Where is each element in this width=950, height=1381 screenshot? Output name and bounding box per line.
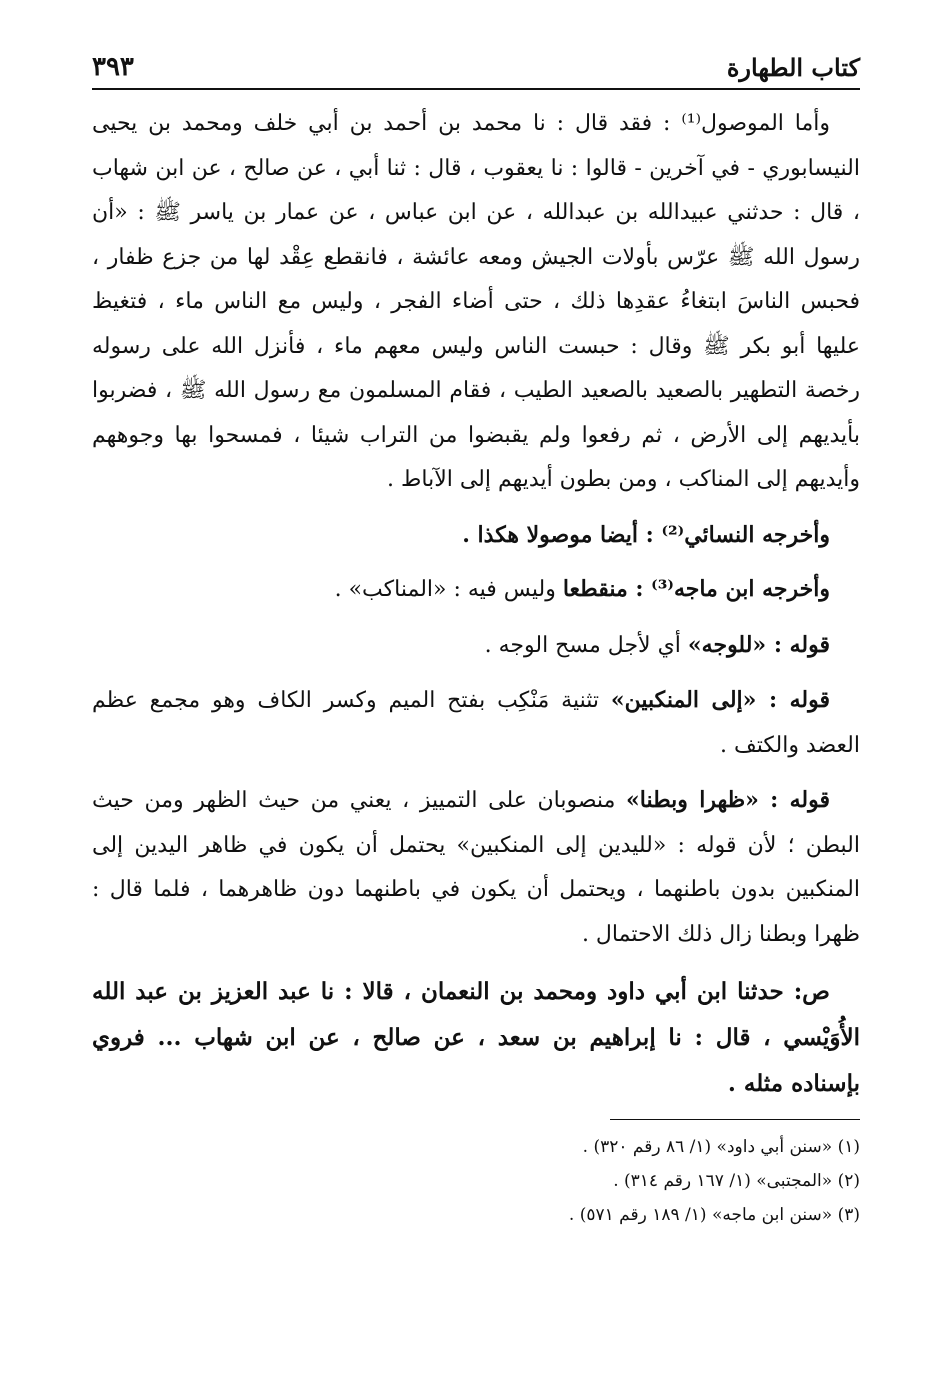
running-header: [92, 38, 860, 82]
header-rule: [92, 88, 860, 90]
paragraph-lilwajh: [92, 623, 860, 669]
paragraph-mankibayn: [92, 678, 860, 768]
footnote-rule: [610, 1119, 860, 1120]
ibn-majah-rest: وليس فيه : «المناكب» .: [334, 577, 563, 602]
footnotes: [92, 1130, 860, 1232]
footnote-item: (٣) «سنن ابن ماجه» (١/ ١٨٩ رقم ٥٧١) .: [568, 1205, 860, 1225]
paragraph-mawsul: وأما الموصول⁽¹⁾ : فقد قال : نا محمد بن أحمد بن أبي خلف ومحمد بن يحيى النيسابوري - في آخرين - قالوا : نا يعقوب ، قال : ثنا أبي ، عن صالح ، عن ابن شهاب ، قال : حدثني عبيدالله بن عبدالله ، عن ابن عباس ، عن عمار بن ياسر ﷺ : «أن رسول الله ﷺ عرّس بأولات الجيش ومعه عائشة ، فانقطع عِقْد لها من جزع ظفار ، فحبس الناسَ ابتغاءُ عقدِها ذلك ، حتى أضاء الفجر ، وليس مع الناس ماء ، فتغيظ عليها أبو بكر ﷺ وقال : حبست الناس وليس معهم ماء ، فأنزل الله على رسوله رخصة التطهير بالصعيد بالصعيد الطيب ، فقام المسلمون مع رسول الله ﷺ ، فضربوا بأيديهم إلى الأرض ، ثم رفعوا ولم يقبضوا من التراب شيئا ، فمسحوا بها وجوههم وأيديهم إلى المناكب ، ومن بطون أيديهم إلى الآباط .: [92, 111, 860, 492]
paragraph-zahran-batnan: [92, 778, 860, 957]
ibn-majah-lead: وأخرجه ابن ماجه⁽³⁾ : منقطعا: [562, 576, 830, 602]
zahran-batnan-rest: منصوبان على التمييز ، يعني من حيث الظهر ومن حيث البطن ؛ لأن قوله : «لليدين إلى المنكبين» يحتمل أن يكون في ظاهر اليدين إلى المنكبين بدون باطنهما ، ويحتمل أن يكون في باطنهما دون ظاهرهما ، فلما قال : ظهرا وبطنا زال ذلك الاحتمال .: [92, 788, 860, 947]
book-section-title: كتاب الطهارة: [726, 53, 860, 82]
paragraph-ibn-majah: [92, 567, 860, 613]
lilwajh-rest: أي لأجل مسح الوجه .: [484, 632, 688, 658]
mankibayn-rest: تثنية مَنْكِب بفتح الميم وكسر الكاف وهو مجمع عظم العضد والكتف .: [92, 688, 860, 758]
page-number: ٣٩٣: [92, 52, 134, 82]
footnote-item: (٢) «المجتبى» (١/ ١٦٧ رقم ٣١٤) .: [613, 1171, 860, 1191]
paragraph-nasai: وأخرجه النسائي⁽²⁾ : أيضا موصولا هكذا .: [462, 521, 830, 548]
mankibayn-lead: قوله : «إلى المنكبين»: [610, 687, 830, 713]
zahran-batnan-lead: قوله : «ظهرا وبطنا»: [626, 787, 830, 813]
lilwajh-lead: قوله : «للوجه»: [687, 631, 830, 658]
footnote-item: (١) «سنن أبي داود» (١/ ٨٦ رقم ٣٢٠) .: [582, 1137, 860, 1157]
paragraph-sad-isnad: ص: حدثنا ابن أبي داود ومحمد بن النعمان ، قالا : نا عبد العزيز بن عبد الله الأُوَيْسي ، قال : نا إبراهيم بن سعد ، عن صالح ، عن ابن شهاب ... فروي بإسناده مثله .: [92, 978, 860, 1097]
book-page: [92, 38, 860, 1232]
